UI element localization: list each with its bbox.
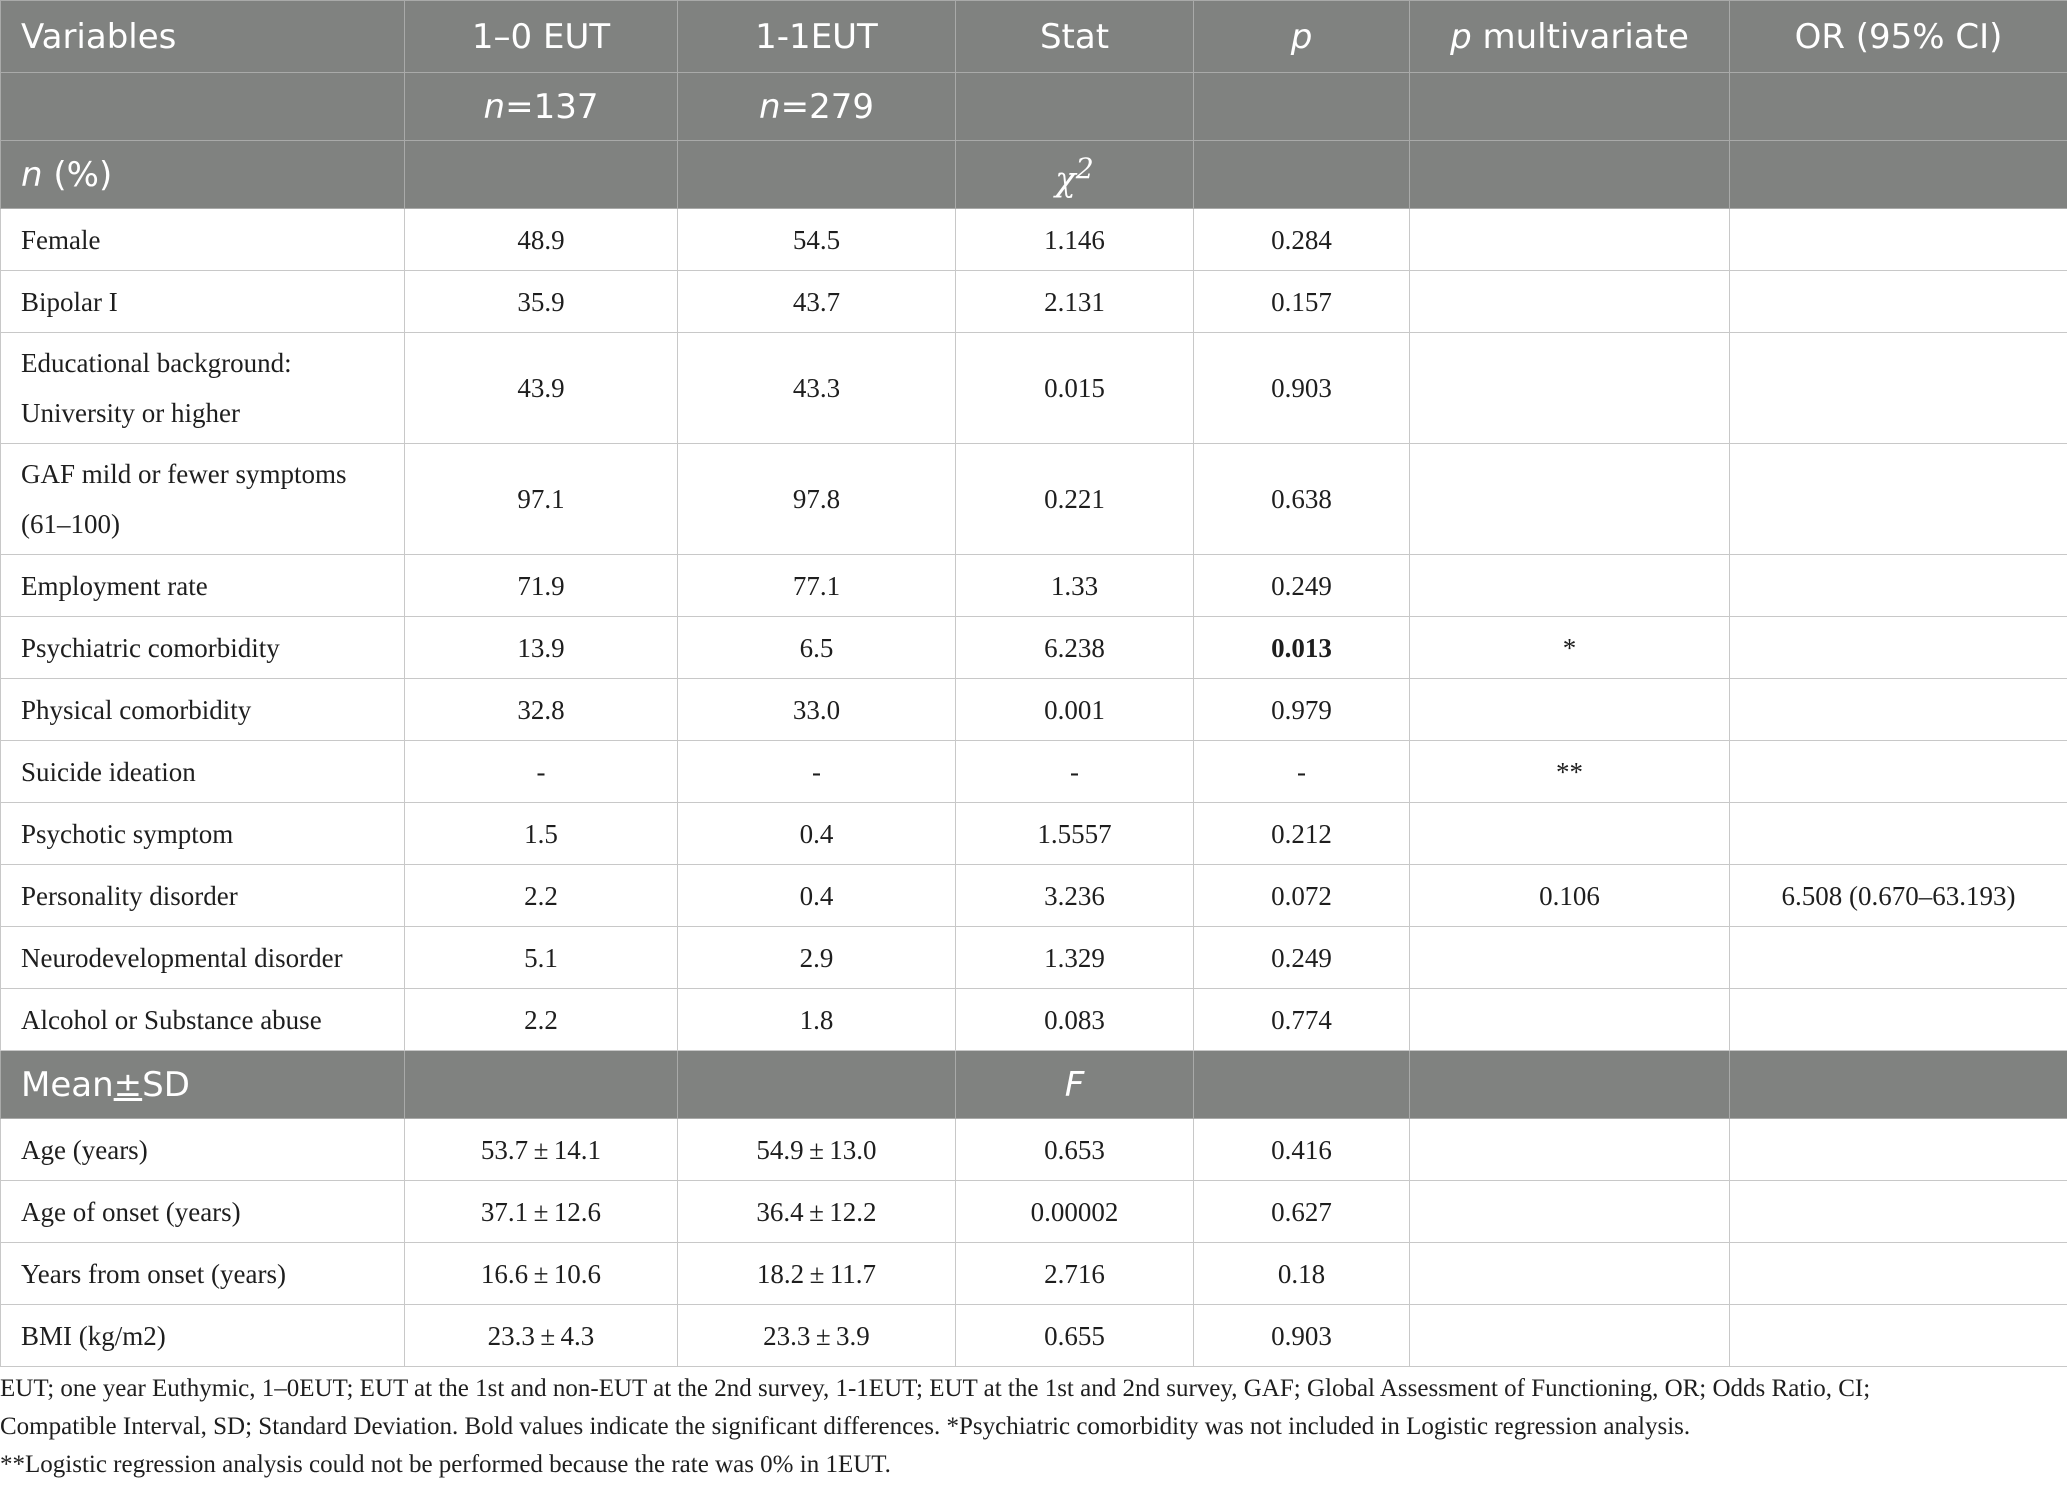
row-or — [1730, 989, 2067, 1051]
row-p: 0.249 — [1194, 555, 1410, 617]
header-or: OR (95% CI) — [1730, 1, 2067, 73]
header-group2: 1-1EUT — [678, 1, 956, 73]
header-p-multivariate-text: multivariate — [1471, 16, 1689, 57]
header-p — [1194, 1, 1410, 73]
row-p-significant: 0.013 — [1194, 617, 1410, 679]
row-stat: 0.001 — [956, 679, 1194, 741]
section-plusminus: ± — [113, 1064, 143, 1105]
row-stat: 1.146 — [956, 209, 1194, 271]
row-group1: - — [405, 741, 678, 803]
table-row — [1, 1119, 2067, 1181]
row-variable-line1: GAF mild or fewer symptoms — [21, 459, 347, 489]
table-row — [1, 209, 2067, 271]
row-group1: 2.2 — [405, 989, 678, 1051]
table-row — [1, 444, 2067, 555]
section-label-continuous — [1, 1051, 405, 1119]
row-or — [1730, 1243, 2067, 1305]
table-row — [1, 617, 2067, 679]
row-group2: 0.4 — [678, 803, 956, 865]
section-n-text: (%) — [42, 154, 113, 195]
row-variable-line2: (61–100) — [21, 509, 120, 539]
row-p-multivariate — [1410, 989, 1730, 1051]
row-stat: - — [956, 741, 1194, 803]
header-p-multivariate — [1410, 1, 1730, 73]
header-p-label: p — [1290, 16, 1313, 57]
table-row — [1, 927, 2067, 989]
row-group1: 48.9 — [405, 209, 678, 271]
row-group1: 16.6 ± 10.6 — [405, 1243, 678, 1305]
section-header-continuous — [1, 1051, 2067, 1119]
section-stat-chi — [956, 141, 1194, 209]
row-p-multivariate — [1410, 444, 1730, 555]
row-or: 6.508 (0.670–63.193) — [1730, 865, 2067, 927]
table-row — [1, 989, 2067, 1051]
row-p-multivariate — [1410, 1243, 1730, 1305]
footnote-line: EUT; one year Euthymic, 1–0EUT; EUT at the 1st and non-EUT at the 2nd survey, 1-1EUT; EUT at the 1st and 2nd survey, GAF; Global Assessment of Functioning, OR; Odds Ratio, CI; — [0, 1375, 1871, 1402]
header-n-blank — [1730, 73, 2067, 141]
row-stat: 0.00002 — [956, 1181, 1194, 1243]
header-p-multivariate-p: p — [1450, 16, 1472, 57]
row-p: 0.774 — [1194, 989, 1410, 1051]
header-n-blank — [1410, 73, 1730, 141]
row-stat: 0.221 — [956, 444, 1194, 555]
row-or — [1730, 333, 2067, 444]
f-symbol: F — [1064, 1064, 1085, 1105]
row-stat: 1.33 — [956, 555, 1194, 617]
row-group2: 1.8 — [678, 989, 956, 1051]
row-p-multivariate: * — [1410, 617, 1730, 679]
row-p: 0.072 — [1194, 865, 1410, 927]
footnote-line: Compatible Interval, SD; Standard Deviation. Bold values indicate the significant differences. *Psychiatric comorbidity was not included in Logistic regression analysis. — [0, 1413, 1691, 1440]
row-stat: 2.716 — [956, 1243, 1194, 1305]
row-or — [1730, 209, 2067, 271]
row-p: - — [1194, 741, 1410, 803]
row-group2: 43.7 — [678, 271, 956, 333]
row-p: 0.903 — [1194, 1305, 1410, 1367]
row-stat: 0.655 — [956, 1305, 1194, 1367]
row-or — [1730, 1181, 2067, 1243]
section-blank — [1194, 1051, 1410, 1119]
row-group2: - — [678, 741, 956, 803]
row-or — [1730, 1119, 2067, 1181]
section-blank — [1194, 141, 1410, 209]
header-row — [1, 1, 2067, 73]
row-variable-line2: University or higher — [21, 398, 240, 428]
row-group1: 53.7 ± 14.1 — [405, 1119, 678, 1181]
row-stat: 2.131 — [956, 271, 1194, 333]
table-row — [1, 1305, 2067, 1367]
row-p: 0.627 — [1194, 1181, 1410, 1243]
row-stat: 3.236 — [956, 865, 1194, 927]
row-variable: Personality disorder — [1, 865, 405, 927]
row-p: 0.416 — [1194, 1119, 1410, 1181]
section-blank — [1410, 141, 1730, 209]
row-group2: 54.5 — [678, 209, 956, 271]
row-stat: 0.653 — [956, 1119, 1194, 1181]
section-n-symbol: n — [21, 154, 43, 195]
row-group1: 13.9 — [405, 617, 678, 679]
row-p-multivariate — [1410, 333, 1730, 444]
row-group1: 71.9 — [405, 555, 678, 617]
section-blank — [678, 141, 956, 209]
row-group1: 5.1 — [405, 927, 678, 989]
header-n-group2 — [678, 73, 956, 141]
row-or — [1730, 741, 2067, 803]
row-stat: 0.083 — [956, 989, 1194, 1051]
row-group1: 43.9 — [405, 333, 678, 444]
row-variable: Age of onset (years) — [1, 1181, 405, 1243]
table-row — [1, 679, 2067, 741]
row-variable: Age (years) — [1, 1119, 405, 1181]
row-group1: 32.8 — [405, 679, 678, 741]
row-or — [1730, 679, 2067, 741]
row-p: 0.284 — [1194, 209, 1410, 271]
row-p: 0.157 — [1194, 271, 1410, 333]
table-row — [1, 333, 2067, 444]
row-p-multivariate — [1410, 209, 1730, 271]
table-row — [1, 803, 2067, 865]
section-header-categorical — [1, 141, 2067, 209]
row-stat: 0.015 — [956, 333, 1194, 444]
footnote-line: **Logistic regression analysis could not be performed because the rate was 0% in 1EUT. — [0, 1451, 891, 1478]
row-group2: 36.4 ± 12.2 — [678, 1181, 956, 1243]
section-label-categorical — [1, 141, 405, 209]
row-variable: Bipolar I — [1, 271, 405, 333]
row-variable: Psychotic symptom — [1, 803, 405, 865]
row-p-multivariate — [1410, 271, 1730, 333]
header-group1: 1–0 EUT — [405, 1, 678, 73]
table-row — [1, 741, 2067, 803]
row-p-multivariate: ** — [1410, 741, 1730, 803]
row-or — [1730, 444, 2067, 555]
row-variable: Suicide ideation — [1, 741, 405, 803]
header-n-blank — [1194, 73, 1410, 141]
row-group2: 23.3 ± 3.9 — [678, 1305, 956, 1367]
row-p-multivariate — [1410, 927, 1730, 989]
row-p-multivariate — [1410, 1305, 1730, 1367]
row-variable: Female — [1, 209, 405, 271]
row-group2: 33.0 — [678, 679, 956, 741]
table-row — [1, 1243, 2067, 1305]
row-group2: 54.9 ± 13.0 — [678, 1119, 956, 1181]
row-p-multivariate — [1410, 555, 1730, 617]
row-variable: Neurodevelopmental disorder — [1, 927, 405, 989]
header-n-blank — [956, 73, 1194, 141]
header-stat: Stat — [956, 1, 1194, 73]
row-or — [1730, 555, 2067, 617]
table-row — [1, 1181, 2067, 1243]
header-n-row — [1, 73, 2067, 141]
row-group1: 35.9 — [405, 271, 678, 333]
row-group1: 1.5 — [405, 803, 678, 865]
section-stat-f — [956, 1051, 1194, 1119]
header-variables: Variables — [1, 1, 405, 73]
chi-symbol: χ — [1055, 159, 1076, 200]
table-row — [1, 865, 2067, 927]
row-p: 0.638 — [1194, 444, 1410, 555]
row-group2: 0.4 — [678, 865, 956, 927]
row-variable: Employment rate — [1, 555, 405, 617]
row-variable: Physical comorbidity — [1, 679, 405, 741]
row-group1: 37.1 ± 12.6 — [405, 1181, 678, 1243]
row-group1: 97.1 — [405, 444, 678, 555]
header-n-blank — [1, 73, 405, 141]
row-variable: BMI (kg/m2) — [1, 1305, 405, 1367]
row-group2: 2.9 — [678, 927, 956, 989]
section-blank — [405, 1051, 678, 1119]
section-blank — [1730, 1051, 2067, 1119]
row-group1: 23.3 ± 4.3 — [405, 1305, 678, 1367]
row-stat: 1.5557 — [956, 803, 1194, 865]
row-p: 0.18 — [1194, 1243, 1410, 1305]
row-variable-line1: Educational background: — [21, 348, 292, 378]
row-p: 0.979 — [1194, 679, 1410, 741]
row-group2: 77.1 — [678, 555, 956, 617]
row-group2: 97.8 — [678, 444, 956, 555]
row-group2: 43.3 — [678, 333, 956, 444]
row-p-multivariate — [1410, 679, 1730, 741]
row-p-multivariate — [1410, 803, 1730, 865]
row-p-multivariate — [1410, 1119, 1730, 1181]
section-blank — [1730, 141, 2067, 209]
row-or — [1730, 271, 2067, 333]
row-group1: 2.2 — [405, 865, 678, 927]
section-mean: Mean — [21, 1064, 114, 1105]
table-footnote — [0, 1370, 2060, 1484]
table-row — [1, 271, 2067, 333]
header-n-symbol: n — [759, 86, 781, 127]
row-stat: 1.329 — [956, 927, 1194, 989]
section-sd: SD — [142, 1064, 190, 1105]
row-variable: Years from onset (years) — [1, 1243, 405, 1305]
section-blank — [678, 1051, 956, 1119]
row-p-multivariate — [1410, 1181, 1730, 1243]
table-row — [1, 555, 2067, 617]
section-blank — [1410, 1051, 1730, 1119]
row-p-multivariate: 0.106 — [1410, 865, 1730, 927]
row-variable — [1, 444, 405, 555]
header-n-symbol: n — [483, 86, 506, 127]
row-or — [1730, 803, 2067, 865]
chi-superscript: 2 — [1075, 152, 1094, 186]
row-group2: 6.5 — [678, 617, 956, 679]
row-p: 0.249 — [1194, 927, 1410, 989]
row-p: 0.212 — [1194, 803, 1410, 865]
header-n2-value: =279 — [780, 86, 874, 127]
section-blank — [405, 141, 678, 209]
row-or — [1730, 617, 2067, 679]
row-variable — [1, 333, 405, 444]
row-variable: Alcohol or Substance abuse — [1, 989, 405, 1051]
header-n1-value: =137 — [505, 86, 599, 127]
row-or — [1730, 1305, 2067, 1367]
header-n-group1 — [405, 73, 678, 141]
row-variable: Psychiatric comorbidity — [1, 617, 405, 679]
row-p: 0.903 — [1194, 333, 1410, 444]
row-stat: 6.238 — [956, 617, 1194, 679]
row-group2: 18.2 ± 11.7 — [678, 1243, 956, 1305]
row-or — [1730, 927, 2067, 989]
